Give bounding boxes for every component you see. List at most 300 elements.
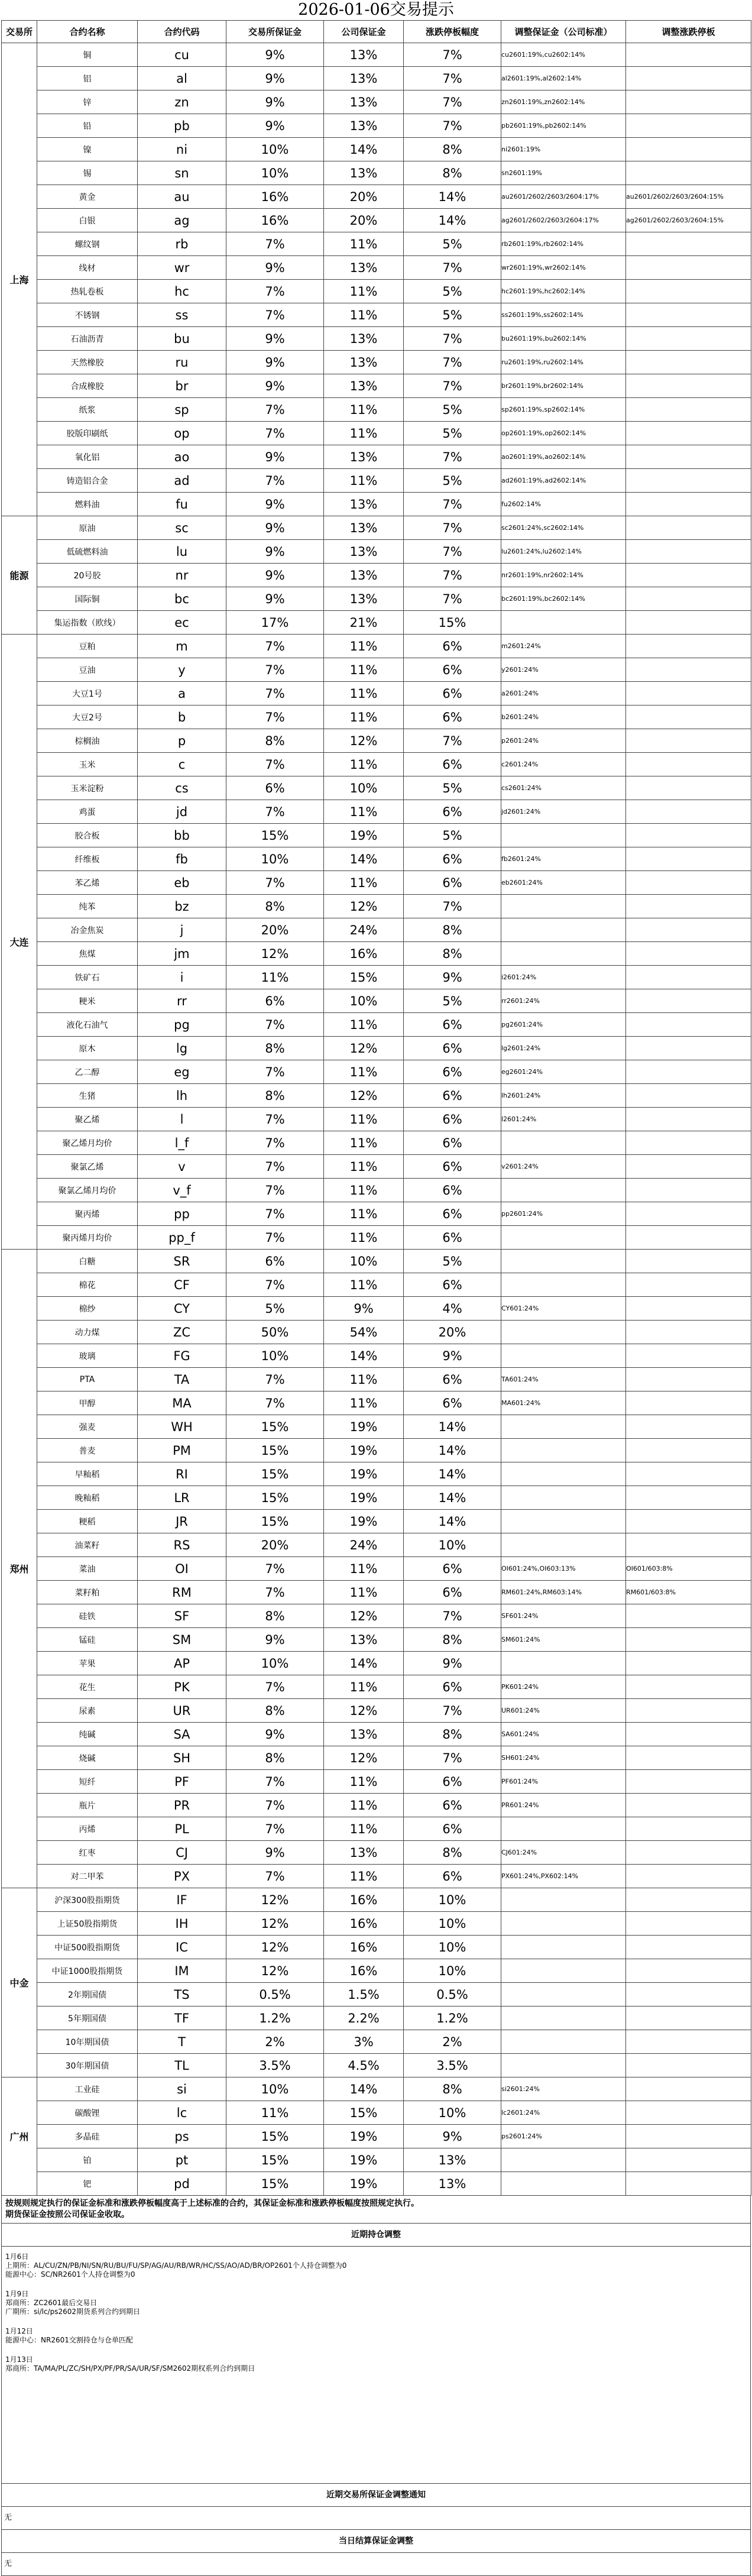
adjusted-margin-cell <box>501 1344 626 1368</box>
contract-name-cell: 白银 <box>37 209 138 232</box>
adjusted-limit-cell <box>626 1462 751 1486</box>
adjusted-limit-cell <box>626 824 751 847</box>
table-row <box>2 1344 751 1368</box>
contract-code-cell: ss <box>138 303 226 327</box>
contract-code-cell: lu <box>138 540 226 564</box>
company-margin-cell: 15% <box>324 966 404 989</box>
adjusted-margin-cell: c2601:24% <box>501 753 626 776</box>
price-limit-cell: 6% <box>404 800 501 824</box>
adjustment-date: 1月6日 <box>5 2253 29 2261</box>
price-limit-cell: 5% <box>404 824 501 847</box>
contract-code-cell: PK <box>138 1675 226 1699</box>
adjusted-margin-cell: v2601:24% <box>501 1155 626 1179</box>
contract-code-cell: ni <box>138 138 226 161</box>
exchange-margin-cell: 11% <box>226 2101 324 2125</box>
contract-name-cell: 聚丙烯 <box>37 1202 138 1226</box>
exchange-margin-cell: 8% <box>226 1699 324 1723</box>
contract-code-cell: AP <box>138 1652 226 1675</box>
table-row <box>2 1226 751 1250</box>
table-row <box>2 1557 751 1581</box>
table-row <box>2 847 751 871</box>
contract-code-cell: cs <box>138 776 226 800</box>
contract-code-cell: rb <box>138 232 226 256</box>
price-limit-cell: 10% <box>404 1936 501 1959</box>
contract-code-cell: br <box>138 374 226 398</box>
exchange-margin-cell: 17% <box>226 611 324 635</box>
contract-name-cell: 燃料油 <box>37 493 138 516</box>
contract-name-cell: 螺纹钢 <box>37 232 138 256</box>
exchange-margin-cell: 16% <box>226 185 324 209</box>
exchange-margin-cell: 8% <box>226 1084 324 1108</box>
adjusted-limit-cell <box>626 422 751 445</box>
exchange-margin-cell: 11% <box>226 966 324 989</box>
contract-code-cell: pp <box>138 1202 226 1226</box>
adjusted-limit-cell <box>626 398 751 422</box>
exchange-cell: 中金 <box>2 1888 37 2077</box>
price-limit-cell: 7% <box>404 1604 501 1628</box>
contract-name-cell: 锌 <box>37 90 138 114</box>
table-row <box>2 2125 751 2148</box>
contract-code-cell: RM <box>138 1581 226 1604</box>
table-row <box>2 1628 751 1652</box>
exchange-margin-cell: 9% <box>226 90 324 114</box>
adjusted-limit-cell <box>626 1155 751 1179</box>
table-row <box>2 1817 751 1841</box>
contract-name-cell: 合成橡胶 <box>37 374 138 398</box>
table-row <box>2 1699 751 1723</box>
exchange-margin-cell: 7% <box>226 1391 324 1415</box>
contract-name-cell: 聚氯乙烯月均价 <box>37 1179 138 1202</box>
adjusted-margin-cell: PK601:24% <box>501 1675 626 1699</box>
adjusted-limit-cell <box>626 706 751 729</box>
adjusted-margin-cell: SF601:24% <box>501 1604 626 1628</box>
contract-code-cell: CY <box>138 1297 226 1321</box>
contract-code-cell: ru <box>138 351 226 374</box>
adjusted-margin-cell: zn2601:19%,zn2602:14% <box>501 90 626 114</box>
price-limit-cell: 6% <box>404 706 501 729</box>
adjusted-limit-cell <box>626 374 751 398</box>
table-row <box>2 2054 751 2077</box>
adjusted-margin-cell: l2601:24% <box>501 1108 626 1131</box>
exchange-margin-cell: 7% <box>226 1794 324 1817</box>
adjusted-limit-cell <box>626 1912 751 1936</box>
contract-code-cell: CJ <box>138 1841 226 1865</box>
exchange-margin-cell: 7% <box>226 1675 324 1699</box>
adjusted-margin-cell <box>501 1888 626 1912</box>
contract-name-cell: 原油 <box>37 516 138 540</box>
contract-name-cell: 线材 <box>37 256 138 280</box>
company-margin-cell: 11% <box>324 1391 404 1415</box>
contract-name-cell: 中证1000股指期货 <box>37 1959 138 1983</box>
contract-name-cell: 碳酸锂 <box>37 2101 138 2125</box>
contract-code-cell: TL <box>138 2054 226 2077</box>
table-row <box>2 2007 751 2030</box>
company-margin-cell: 13% <box>324 256 404 280</box>
exchange-margin-notice-title: 近期交易所保证金调整通知 <box>2 2483 750 2507</box>
exchange-margin-cell: 12% <box>226 1888 324 1912</box>
table-row <box>2 2172 751 2196</box>
adjusted-margin-cell <box>501 2007 626 2030</box>
exchange-margin-cell: 15% <box>226 2148 324 2172</box>
exchange-margin-cell: 12% <box>226 942 324 966</box>
contract-code-cell: UR <box>138 1699 226 1723</box>
adjusted-limit-cell <box>626 1675 751 1699</box>
table-row <box>2 1794 751 1817</box>
contract-code-cell: bb <box>138 824 226 847</box>
table-row <box>2 1770 751 1794</box>
contract-code-cell: sn <box>138 161 226 185</box>
price-limit-cell: 6% <box>404 1368 501 1391</box>
company-margin-cell: 13% <box>324 43 404 67</box>
exchange-margin-cell: 9% <box>226 445 324 469</box>
adjusted-margin-cell: TA601:24% <box>501 1368 626 1391</box>
contract-code-cell: FG <box>138 1344 226 1368</box>
exchange-margin-cell: 7% <box>226 1865 324 1888</box>
position-adjustment-title: 近期持仓调整 <box>2 2223 750 2247</box>
contract-code-cell: au <box>138 185 226 209</box>
exchange-margin-cell: 9% <box>226 1628 324 1652</box>
contract-code-cell: LR <box>138 1486 226 1510</box>
price-limit-cell: 4% <box>404 1297 501 1321</box>
contract-name-cell: 普麦 <box>37 1439 138 1462</box>
exchange-margin-cell: 7% <box>226 706 324 729</box>
adjusted-margin-cell <box>501 1439 626 1462</box>
table-row <box>2 729 751 753</box>
contract-code-cell: nr <box>138 564 226 587</box>
contract-code-cell: ec <box>138 611 226 635</box>
contract-code-cell: OI <box>138 1557 226 1581</box>
adjusted-limit-cell <box>626 161 751 185</box>
company-margin-cell: 11% <box>324 1770 404 1794</box>
adjusted-margin-cell: PF601:24% <box>501 1770 626 1794</box>
adjusted-limit-cell <box>626 1060 751 1084</box>
contract-code-cell: zn <box>138 90 226 114</box>
contract-code-cell: ps <box>138 2125 226 2148</box>
settlement-margin-text: 无 <box>4 2559 12 2568</box>
price-limit-cell: 14% <box>404 1439 501 1462</box>
settlement-margin-title: 当日结算保证金调整 <box>2 2529 750 2553</box>
table-row <box>2 635 751 658</box>
adjusted-limit-cell <box>626 114 751 138</box>
contract-code-cell: p <box>138 729 226 753</box>
exchange-margin-cell: 6% <box>226 1250 324 1273</box>
contract-code-cell: bz <box>138 895 226 918</box>
table-row <box>2 1936 751 1959</box>
company-margin-cell: 10% <box>324 1250 404 1273</box>
adjusted-margin-cell <box>501 1226 626 1250</box>
table-row <box>2 1013 751 1037</box>
company-margin-cell: 11% <box>324 1794 404 1817</box>
exchange-margin-cell: 7% <box>226 1202 324 1226</box>
contract-name-cell: 晚籼稻 <box>37 1486 138 1510</box>
contract-code-cell: eb <box>138 871 226 895</box>
exchange-margin-cell: 8% <box>226 1037 324 1060</box>
contract-name-cell: 大豆1号 <box>37 682 138 706</box>
adjusted-limit-cell <box>626 1297 751 1321</box>
company-margin-cell: 19% <box>324 2148 404 2172</box>
exchange-margin-cell: 7% <box>226 1368 324 1391</box>
adjusted-limit-cell <box>626 1226 751 1250</box>
exchange-margin-cell: 7% <box>226 280 324 303</box>
contract-code-cell: pp_f <box>138 1226 226 1250</box>
exchange-margin-cell: 16% <box>226 209 324 232</box>
price-limit-cell: 7% <box>404 67 501 90</box>
adjusted-limit-cell <box>626 776 751 800</box>
contract-name-cell: 苹果 <box>37 1652 138 1675</box>
exchange-margin-cell: 7% <box>226 1060 324 1084</box>
company-margin-cell: 13% <box>324 374 404 398</box>
company-margin-cell: 13% <box>324 351 404 374</box>
price-limit-cell: 5% <box>404 469 501 493</box>
table-row <box>2 1108 751 1131</box>
adjusted-margin-cell: bc2601:19%,bc2602:14% <box>501 587 626 611</box>
price-limit-cell: 7% <box>404 90 501 114</box>
adjusted-margin-cell <box>501 1652 626 1675</box>
adjusted-limit-cell <box>626 516 751 540</box>
table-row <box>2 469 751 493</box>
adjusted-limit-cell <box>626 2007 751 2030</box>
company-margin-cell: 14% <box>324 1344 404 1368</box>
price-limit-cell: 14% <box>404 209 501 232</box>
exchange-margin-cell: 7% <box>226 800 324 824</box>
header-adjusted-margin: 调整保证金（公司标准） <box>501 21 626 43</box>
contract-name-cell: 棕榈油 <box>37 729 138 753</box>
adjusted-limit-cell <box>626 1084 751 1108</box>
adjusted-limit-cell <box>626 918 751 942</box>
adjusted-limit-cell <box>626 1037 751 1060</box>
company-margin-cell: 2.2% <box>324 2007 404 2030</box>
contract-name-cell: 动力煤 <box>37 1321 138 1344</box>
company-margin-cell: 11% <box>324 1368 404 1391</box>
table-row <box>2 682 751 706</box>
price-limit-cell: 9% <box>404 966 501 989</box>
contract-code-cell: TF <box>138 2007 226 2030</box>
company-margin-cell: 4.5% <box>324 2054 404 2077</box>
price-limit-cell: 6% <box>404 1226 501 1250</box>
table-row <box>2 2077 751 2101</box>
company-margin-cell: 11% <box>324 1131 404 1155</box>
table-row <box>2 422 751 445</box>
adjusted-limit-cell <box>626 942 751 966</box>
table-row <box>2 1462 751 1486</box>
table-row <box>2 1533 751 1557</box>
company-margin-cell: 12% <box>324 1084 404 1108</box>
company-margin-cell: 11% <box>324 469 404 493</box>
adjusted-margin-cell: al2601:19%,al2602:14% <box>501 67 626 90</box>
contract-name-cell: 液化石油气 <box>37 1013 138 1037</box>
contract-name-cell: 鸡蛋 <box>37 800 138 824</box>
exchange-margin-cell: 10% <box>226 161 324 185</box>
company-margin-cell: 9% <box>324 1297 404 1321</box>
price-limit-cell: 7% <box>404 564 501 587</box>
price-limit-cell: 10% <box>404 2101 501 2125</box>
price-limit-cell: 6% <box>404 1770 501 1794</box>
adjusted-limit-cell <box>626 611 751 635</box>
company-margin-cell: 13% <box>324 1841 404 1865</box>
contract-name-cell: PTA <box>37 1368 138 1391</box>
company-margin-cell: 14% <box>324 2077 404 2101</box>
company-margin-cell: 21% <box>324 611 404 635</box>
header-exchange: 交易所 <box>2 21 37 43</box>
table-row <box>2 540 751 564</box>
adjusted-limit-cell <box>626 1510 751 1533</box>
price-limit-cell: 10% <box>404 1912 501 1936</box>
exchange-margin-cell: 10% <box>226 847 324 871</box>
adjusted-limit-cell <box>626 729 751 753</box>
company-margin-cell: 11% <box>324 800 404 824</box>
exchange-margin-cell: 7% <box>226 753 324 776</box>
contract-name-cell: 烧碱 <box>37 1746 138 1770</box>
table-row <box>2 185 751 209</box>
contract-name-cell: 纤维板 <box>37 847 138 871</box>
contract-code-cell: lc <box>138 2101 226 2125</box>
contract-name-cell: 铁矿石 <box>37 966 138 989</box>
contract-code-cell: sp <box>138 398 226 422</box>
contract-code-cell: SA <box>138 1723 226 1746</box>
adjusted-limit-cell <box>626 800 751 824</box>
price-limit-cell: 8% <box>404 138 501 161</box>
contract-name-cell: 集运指数（欧线） <box>37 611 138 635</box>
company-margin-cell: 13% <box>324 564 404 587</box>
price-limit-cell: 5% <box>404 422 501 445</box>
contract-name-cell: 冶金焦炭 <box>37 918 138 942</box>
adjusted-margin-cell <box>501 918 626 942</box>
contract-code-cell: IC <box>138 1936 226 1959</box>
contract-name-cell: 粳米 <box>37 989 138 1013</box>
exchange-margin-cell: 12% <box>226 1959 324 1983</box>
exchange-cell: 广州 <box>2 2077 37 2196</box>
contract-name-cell: 黄金 <box>37 185 138 209</box>
contract-name-cell: 胶版印刷纸 <box>37 422 138 445</box>
exchange-margin-cell: 9% <box>226 351 324 374</box>
adjusted-margin-cell: fb2601:24% <box>501 847 626 871</box>
exchange-margin-cell: 6% <box>226 776 324 800</box>
adjusted-margin-cell: wr2601:19%,wr2602:14% <box>501 256 626 280</box>
adjusted-limit-cell <box>626 1983 751 2007</box>
contract-name-cell: 棉花 <box>37 1273 138 1297</box>
header-contract-code: 合约代码 <box>138 21 226 43</box>
adjusted-margin-cell: sn2601:19% <box>501 161 626 185</box>
contract-name-cell: 豆粕 <box>37 635 138 658</box>
contract-name-cell: 对二甲苯 <box>37 1865 138 1888</box>
adjusted-margin-cell: nr2601:19%,nr2602:14% <box>501 564 626 587</box>
adjusted-limit-cell <box>626 1959 751 1983</box>
price-limit-cell: 0.5% <box>404 1983 501 2007</box>
table-row <box>2 1321 751 1344</box>
exchange-margin-cell: 6% <box>226 989 324 1013</box>
exchange-margin-cell: 12% <box>226 1912 324 1936</box>
table-row <box>2 67 751 90</box>
adjusted-limit-cell <box>626 1273 751 1297</box>
price-limit-cell: 6% <box>404 1817 501 1841</box>
page-title: 2026-01-06交易提示 <box>298 1 454 19</box>
contract-name-cell: 油菜籽 <box>37 1533 138 1557</box>
adjusted-limit-cell <box>626 327 751 351</box>
adjusted-margin-cell: SH601:24% <box>501 1746 626 1770</box>
exchange-margin-cell: 7% <box>226 1155 324 1179</box>
adjusted-margin-cell: b2601:24% <box>501 706 626 729</box>
contract-name-cell: 花生 <box>37 1675 138 1699</box>
price-limit-cell: 6% <box>404 871 501 895</box>
exchange-margin-cell: 1.2% <box>226 2007 324 2030</box>
contract-code-cell: c <box>138 753 226 776</box>
trading-notice-page <box>1 0 751 2576</box>
exchange-margin-cell: 15% <box>226 1510 324 1533</box>
company-margin-cell: 16% <box>324 1936 404 1959</box>
adjusted-margin-cell: cu2601:19%,cu2602:14% <box>501 43 626 67</box>
adjustment-group <box>5 2355 747 2373</box>
company-margin-cell: 11% <box>324 1865 404 1888</box>
adjusted-margin-cell: PR601:24% <box>501 1794 626 1817</box>
exchange-margin-cell: 7% <box>226 1013 324 1037</box>
company-margin-cell: 19% <box>324 824 404 847</box>
price-limit-cell: 20% <box>404 1321 501 1344</box>
adjustment-date: 1月9日 <box>5 2290 29 2298</box>
adjustment-line: 能源中心：SC/NR2601个人持仓调整为0 <box>5 2270 135 2279</box>
table-row <box>2 114 751 138</box>
company-margin-cell: 13% <box>324 445 404 469</box>
contract-code-cell: a <box>138 682 226 706</box>
adjusted-limit-cell <box>626 256 751 280</box>
exchange-margin-cell: 9% <box>226 114 324 138</box>
table-row <box>2 1202 751 1226</box>
adjusted-margin-cell: CJ601:24% <box>501 1841 626 1865</box>
exchange-margin-cell: 9% <box>226 1841 324 1865</box>
table-row <box>2 2101 751 2125</box>
exchange-margin-cell: 9% <box>226 327 324 351</box>
price-limit-cell: 9% <box>404 1652 501 1675</box>
exchange-margin-cell: 15% <box>226 2172 324 2196</box>
price-limit-cell: 6% <box>404 682 501 706</box>
contract-name-cell: 铸造铝合金 <box>37 469 138 493</box>
price-limit-cell: 7% <box>404 1746 501 1770</box>
contract-code-cell: fu <box>138 493 226 516</box>
price-limit-cell: 7% <box>404 729 501 753</box>
contract-code-cell: l_f <box>138 1131 226 1155</box>
contract-code-cell: l <box>138 1108 226 1131</box>
price-limit-cell: 7% <box>404 587 501 611</box>
contract-code-cell: fb <box>138 847 226 871</box>
company-margin-cell: 16% <box>324 942 404 966</box>
table-row <box>2 1273 751 1297</box>
adjusted-margin-cell: br2601:19%,br2602:14% <box>501 374 626 398</box>
adjusted-limit-cell <box>626 1746 751 1770</box>
price-limit-cell: 7% <box>404 516 501 540</box>
company-margin-cell: 24% <box>324 918 404 942</box>
contract-name-cell: 沪深300股指期货 <box>37 1888 138 1912</box>
contract-code-cell: b <box>138 706 226 729</box>
contract-code-cell: sc <box>138 516 226 540</box>
exchange-margin-cell: 0.5% <box>226 1983 324 2007</box>
price-limit-cell: 8% <box>404 161 501 185</box>
contract-code-cell: pd <box>138 2172 226 2196</box>
company-margin-cell: 13% <box>324 587 404 611</box>
table-row <box>2 1865 751 1888</box>
contract-name-cell: 铂 <box>37 2148 138 2172</box>
company-margin-cell: 11% <box>324 658 404 682</box>
adjusted-limit-cell <box>626 1202 751 1226</box>
company-margin-cell: 11% <box>324 1060 404 1084</box>
price-limit-cell: 6% <box>404 635 501 658</box>
adjusted-margin-cell: i2601:24% <box>501 966 626 989</box>
company-margin-cell: 11% <box>324 1155 404 1179</box>
adjusted-limit-cell <box>626 658 751 682</box>
company-margin-cell: 11% <box>324 1179 404 1202</box>
contract-code-cell: TA <box>138 1368 226 1391</box>
adjusted-limit-cell <box>626 445 751 469</box>
adjusted-margin-cell <box>501 1510 626 1533</box>
price-limit-cell: 15% <box>404 611 501 635</box>
